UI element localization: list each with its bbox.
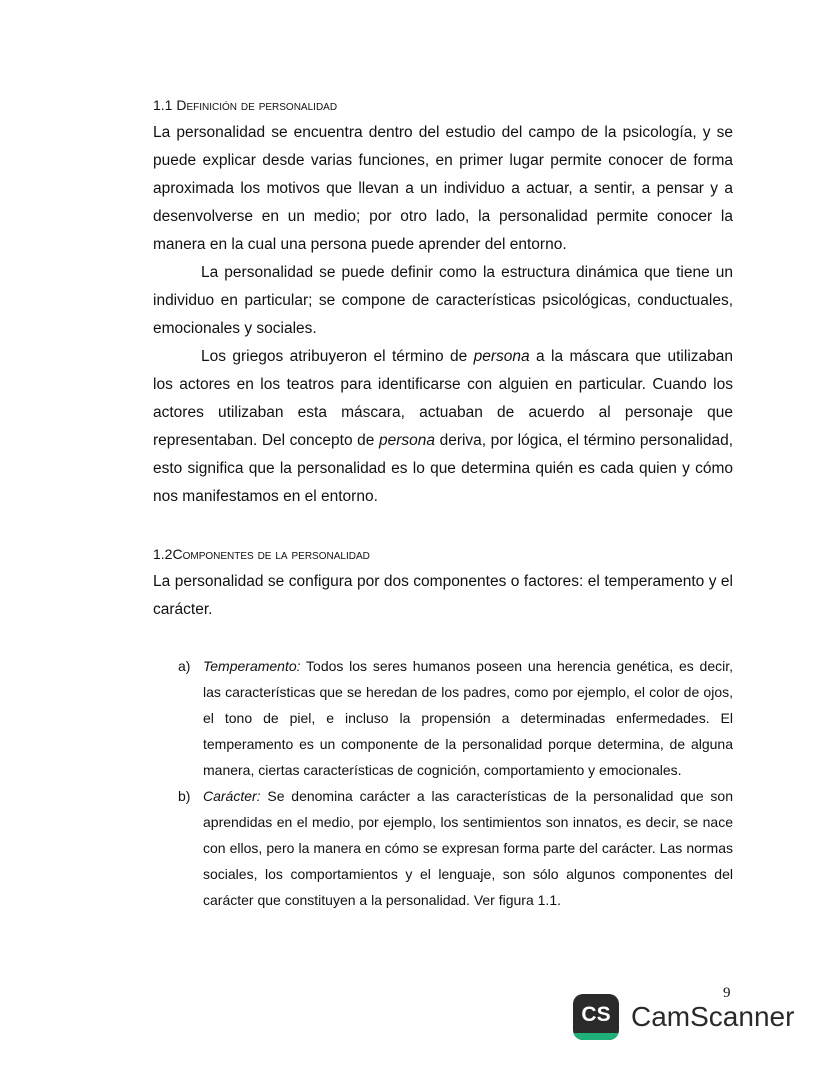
camscanner-wordmark: CamScanner: [631, 1001, 795, 1032]
camscanner-logo-icon: [573, 994, 619, 1040]
paragraph-structure: La personalidad se puede definir como la estructura dinámica que tiene un individuo en particular; se compone de características psicológicas, conductuales, emocionales y sociales.: [153, 264, 733, 337]
list-term: Temperamento:: [203, 658, 301, 674]
components-list: [178, 653, 733, 913]
section-heading-1-2: [153, 546, 370, 562]
camscanner-badge-stripe: [573, 1033, 619, 1040]
section-title: Componentes de la personalidad: [172, 546, 370, 562]
paragraph-components-intro: La personalidad se configura por dos componentes o factores: el temperamento y el carácter.: [153, 573, 733, 618]
section-heading-1-1: [153, 97, 337, 113]
paragraph-greek-origin: Los griegos atribuyeron el término de persona a la máscara que utilizaban los actores en los teatros para identificarse con alguien en particular. Cuando los actores utilizaban esta máscara, actuaban de acuerdo al personaje que representaban. Del concepto de persona deriva, por lógica, el término personalidad, esto significa que la personalidad es lo que determina quién es cada quien y cómo nos manifestamos en el entorno.: [153, 348, 733, 505]
paragraph-definition: La personalidad se encuentra dentro del estudio del campo de la psicología, y se puede explicar desde varias funciones, en primer lugar permite conocer de forma aproximada los motivos que llevan a un individuo a actuar, a sentir, a pensar y a desenvolverse en un medio; por otro lado, la personalidad permite conocer la manera en la cual una persona puede aprender del entorno.: [153, 124, 733, 253]
italic-term: persona: [473, 348, 530, 365]
list-term: Carácter:: [203, 788, 261, 804]
list-item-character: b) Carácter: Se denomina carácter a las características de la personalidad que son aprendidas en el medio, por ejemplo, los sentimientos son innatos, es decir, se nace con ellos, pero la manera en cómo se expresan forma parte del carácter. Las normas sociales, los comportamientos y el lenguaje, son sólo algunos componentes del carácter que constituyen a la personalidad. Ver figura 1.1.: [178, 783, 733, 913]
section-number: 1.2: [153, 546, 173, 562]
section-number: 1.1: [153, 97, 173, 113]
section-title: Definición de personalidad: [176, 97, 338, 113]
list-marker: a): [178, 658, 191, 674]
camscanner-badge-text: CS: [581, 1003, 611, 1026]
italic-term: persona: [378, 432, 435, 449]
list-item-temperament: a) Temperamento: Todos los seres humanos poseen una herencia genética, es decir, las características que se heredan de los padres, como por ejemplo, el color de ojos, el tono de piel, e incluso la propensión a determinadas enfermedades. El temperamento es un componente de la personalidad porque determina, de alguna manera, ciertas características de cognición, comportamiento y emocionales.: [178, 653, 733, 783]
list-marker: b): [178, 788, 191, 804]
camscanner-watermark: [573, 994, 794, 1040]
page-number: 9: [723, 985, 731, 1001]
